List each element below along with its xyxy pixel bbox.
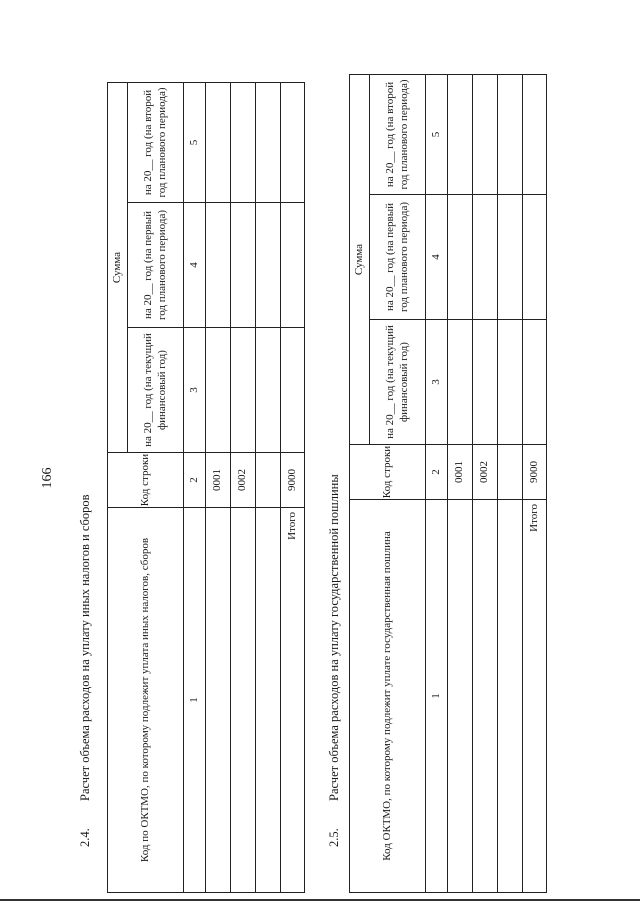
oktmo-cell[interactable] <box>448 500 473 893</box>
header-first-plan-year: на 20__ год (на первый год планового периода) <box>128 203 184 328</box>
oktmo-cell[interactable] <box>231 508 256 893</box>
value-cell[interactable] <box>256 83 281 203</box>
value-cell[interactable] <box>231 203 256 328</box>
total-value-cell[interactable] <box>523 320 547 445</box>
header-second-plan-year: на 20__ год (на второй год планового периода) <box>128 83 184 203</box>
column-number: 5 <box>426 75 448 195</box>
total-value-cell[interactable] <box>523 75 547 195</box>
table-row <box>498 75 523 893</box>
row-code-cell: 0002 <box>231 453 256 508</box>
section-title-2-4 <box>78 494 93 847</box>
scan-edge-line <box>0 899 640 901</box>
value-cell[interactable] <box>231 83 256 203</box>
section-number: 2.4. <box>78 828 92 847</box>
table-row <box>256 83 281 893</box>
total-row <box>281 83 305 893</box>
column-number: 5 <box>184 83 206 203</box>
value-cell[interactable] <box>448 320 473 445</box>
row-code-cell <box>498 445 523 500</box>
column-number: 1 <box>426 500 448 893</box>
value-cell[interactable] <box>206 203 231 328</box>
table-state-duty <box>349 74 547 893</box>
header-oktmo: Код по ОКТМО, по которому подлежит уплата иных налогов, сборов <box>108 508 184 893</box>
table-row <box>231 83 256 893</box>
oktmo-cell[interactable] <box>256 508 281 893</box>
value-cell[interactable] <box>256 203 281 328</box>
section-number: 2.5. <box>327 828 341 847</box>
header-first-plan-year: на 20__ год (на первый год планового периода) <box>370 195 426 320</box>
page-number: 166 <box>40 467 55 489</box>
oktmo-cell[interactable] <box>498 500 523 893</box>
value-cell[interactable] <box>498 320 523 445</box>
header-sum: Сумма <box>108 83 128 453</box>
column-number: 2 <box>184 453 206 508</box>
row-code-cell: 0001 <box>206 453 231 508</box>
section-title-text: Расчет объема расходов на уплату государственной пошлины <box>327 474 341 801</box>
header-oktmo: Код ОКТМО, по которому подлежит уплате государственная пошлина <box>350 500 426 893</box>
total-label: Итого <box>523 500 547 893</box>
column-number: 2 <box>426 445 448 500</box>
value-cell[interactable] <box>473 195 498 320</box>
column-numbers-row <box>426 75 448 893</box>
total-code: 9000 <box>523 445 547 500</box>
header-sum: Сумма <box>350 75 370 445</box>
table-row <box>448 75 473 893</box>
header-current-year: на 20__ год (на текущий финансовый год) <box>370 320 426 445</box>
oktmo-cell[interactable] <box>206 508 231 893</box>
value-cell[interactable] <box>448 195 473 320</box>
section-title-text: Расчет объема расходов на уплату иных налогов и сборов <box>78 494 92 801</box>
total-code: 9000 <box>281 453 305 508</box>
column-number: 4 <box>184 203 206 328</box>
value-cell[interactable] <box>256 328 281 453</box>
table-other-taxes <box>107 82 305 893</box>
row-code-cell: 0002 <box>473 445 498 500</box>
value-cell[interactable] <box>473 75 498 195</box>
row-code-cell <box>256 453 281 508</box>
value-cell[interactable] <box>498 75 523 195</box>
total-value-cell[interactable] <box>281 328 305 453</box>
header-current-year: на 20__ год (на текущий финансовый год) <box>128 328 184 453</box>
column-number: 4 <box>426 195 448 320</box>
oktmo-cell[interactable] <box>473 500 498 893</box>
value-cell[interactable] <box>498 195 523 320</box>
value-cell[interactable] <box>473 320 498 445</box>
column-number: 3 <box>184 328 206 453</box>
total-row <box>523 75 547 893</box>
total-value-cell[interactable] <box>523 195 547 320</box>
row-code-cell: 0001 <box>448 445 473 500</box>
column-numbers-row <box>184 83 206 893</box>
section-title-2-5 <box>327 474 342 847</box>
total-value-cell[interactable] <box>281 83 305 203</box>
table-row <box>206 83 231 893</box>
header-second-plan-year: на 20__ год (на второй год планового периода) <box>370 75 426 195</box>
column-number: 1 <box>184 508 206 893</box>
header-row-code: Код строки <box>108 453 184 508</box>
column-number: 3 <box>426 320 448 445</box>
value-cell[interactable] <box>206 83 231 203</box>
table-row <box>473 75 498 893</box>
value-cell[interactable] <box>231 328 256 453</box>
value-cell[interactable] <box>448 75 473 195</box>
total-value-cell[interactable] <box>281 203 305 328</box>
header-row-code: Код строки <box>350 445 426 500</box>
value-cell[interactable] <box>206 328 231 453</box>
total-label: Итого <box>281 508 305 893</box>
